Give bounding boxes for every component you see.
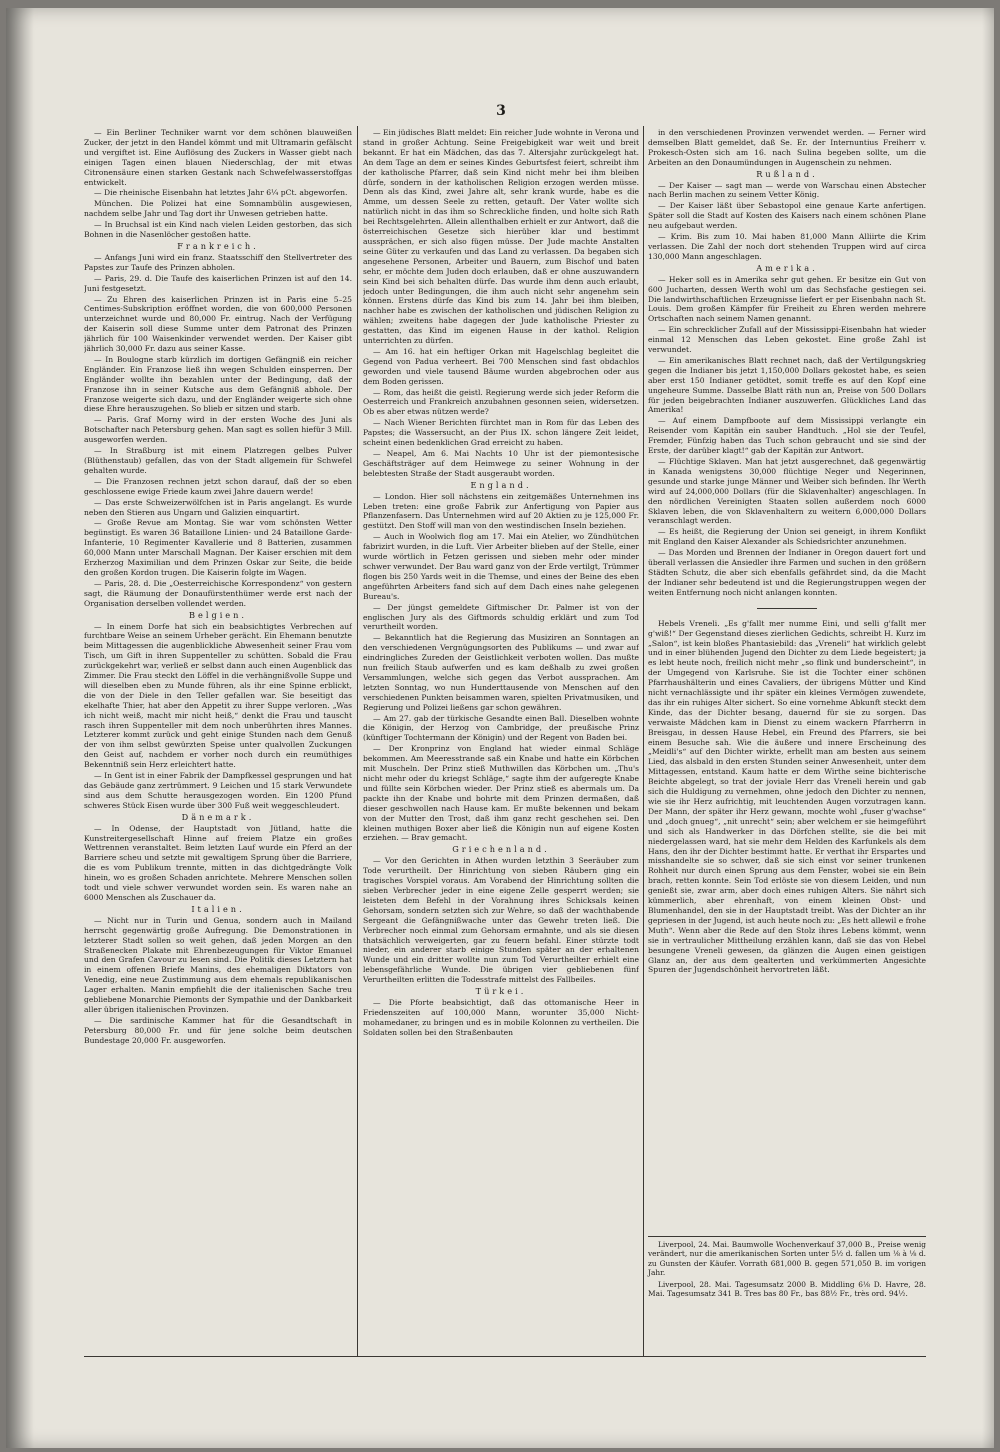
article-paragraph: — In Boulogne starb kürzlich im dortigen Gefängniß ein reicher Engländer. Ein Franzose ließ ihn wegen Schulden einsperren. Der Engländer wollte ihn bezahlen unter der Bedingung, daß der Franzose ihn in seiner Kutsche aus dem Gefängniß abhole. Der Franzose weigerte sich dazu, und der Engländer weigerte sich ohne diese Ehre herauszugehen. So blieb er sitzen und starb. — [84, 354, 352, 414]
section-heading: Rußland. — [756, 168, 818, 179]
article-paragraph: — Das Morden und Brennen der Indianer in Oregon dauert fort und überall verlassen die Ansiedler ihre Farmen und suchen in den größern Städten Schutz, die aber sich ebenfalls gefährdet sind, da die Macht der Indianer sehr bedeutend ist und die Regierungstruppen wegen der weiten Entfernung noch nicht anlangen konnten. — [648, 548, 926, 597]
article-paragraph: Hebels Vreneli. „Es g'fallt mer numme Eini, und selli g'fallt mer g'wiß!“ Der Gegenstand dieses zierlichen Gedichts, schreibt H. Kurz im „Salon“, ist kein bloßes Phantasiebild: das „Vreneli“ hat wirklich gelebt und in einer blühenden Jugend den Dichter zu dem Liede begeistert; ja es lebt heute noch, freilich nicht mehr „so flink und bunderscheint“, in der Umgegend von Karlsruhe. Sie ist die Tochter einer schönen Pfarrhaushälterin und eines Cavaliers, der übrigens Mütter und Kind nicht vernachlässigte und ihr später ein kleines Vermögen zuwendete, das ihr ein ruhiges Alter sichert. So eine vornehme Abkunft steckt dem Kinde, das der Dichter besang, dauernd für sie zu sorgen. Das verwaiste Mädchen kam in Dienst zu einem wackern Pfarrherrn in Breisgau, in dessen Hause Hebel, ein Freund des Pfarrers, sie bei einem Besuche sah. Wie die äußere und innere Erscheinung des „Meidli's“ auf den Dichter wirkte, erhellt man am besten aus seinem Lied, das alsbald in den ersten Stunden seiner Anwesenheit, unter dem Mittagessen, entstand. Kaum hatte er dem Wirthe seine bichterische Beichte abgelegt, so trat der joviale Herr das Vreneli herein und gab sich die Huldigung zu vernehmen, ohne jedoch den Dichter zu nennen, wie sie ihr Herz aufrichtig, mit leuchtenden Augen vorzutragen kann. Der Mann, der später ihr Herz gewann, mochte wohl „fuser g'wachse“ und „doch gnueg“, „nit unrecht“ sein; aber welchem er sie heimgeführt und sich als Handwerker in das Dörfchen stellte, sie die bei mit niedergelassen ward, hat sie mehr dem Helden des Karfunkels als dem Hans, den ihr der Dichter bestimmt hatte. Er verthat ihr Erspartes und misshandelte sie so schwer, daß sie sich einst vor seiner trunkenen Rohheit nur durch einen Sprung aus dem Fenster, wobei sie ein Bein brach, retten konnte. Sein Tod erlöste sie von diesem Leiden, und nun genießt sie, zwar arm, aber doch eines ruhigen Alters. Sie nährt sich kümmerlich, aber ehrenhaft, von einem kleinen Obst- und Blumenhandel, den sie in der Hauptstadt treibt. Was der Dichter an ihr gepriesen in der Jugend, ist auch heute noch zu: „Es hett allewil e frohe Muth“. Wenn aber die Rede auf den Stolz ihres Lebens kömmt, wenn sie in vertraulicher Mittheilung erzählen kann, daß sie das von Hebel besungene Vreneli gewesen, da glänzen die Augen einen geistigen Glanz an, der aus dem gealterten und verkümmerten Angesichte Spuren der Jugendschönheit hervortreten läßt. — [648, 618, 926, 975]
article-paragraph: — Bekanntlich hat die Regierung das Musiziren an Sonntagen an den verschiedenen Vergnügungsorten des Publikums — und zwar auf eindringliches Zureden der Geistlichkeit verboten wollen. Das mußte nun freilich Staub aufwerfen und es kam deßhalb zu zwei großen Versammlungen, welche sich gegen das Verbot aussprachen. Am letzten Sonntag, wo nun Hunderttausende von Menschen auf den verschiedenen Punkten beisammen waren, spielten Privatmusiken, und Regierung und Polizei ließens gar schon gewähren. — [363, 633, 639, 712]
article-paragraph: — In Odense, der Hauptstadt von Jütland, hatte die Kunstreitergesellschaft Hinne auf freiem Platze ein großes Wettrennen veranstaltet. Beim letzten Lauf wurde ein Pferd an der Barriere scheu und setzte mit gewaltigem Sprung über die Barriere, die es vom Publikum trennte, mitten in das dichtgedrängte Volk hinein, wo es großen Schaden anrichtete. Mehrere Menschen sollen todt und viele schwer verwundet worden sein. Es waren nahe an 6000 Menschen als Zuschauer da. — [84, 823, 352, 902]
bottom-rule — [84, 1356, 926, 1357]
article-paragraph: — Das erste Schweizerwölfchen ist in Paris angelangt. Es wurde neben den Stieren aus Ungarn und Galizien einquartirt. — [84, 497, 352, 517]
section-heading: Italien. — [191, 903, 245, 914]
article-paragraph: — In Straßburg ist mit einem Platzregen gelbes Pulver (Blüthenstaub) gefallen, das von der Stadt allgemein für Schwefel gehalten wurde. — [84, 446, 352, 475]
article-paragraph: — Neapel, Am 6. Mai Nachts 10 Uhr ist der piemontesische Geschäftsträger auf dem Heimwege zu seiner Wohnung in der belebtesten Straße der Stadt ausgeraubt worden. — [363, 449, 639, 478]
article-paragraph: — Die sardinische Kammer hat für die Gesandtschaft in Petersburg 80,000 Fr. und für jene solche beim deutschen Bundestage 20,000 Fr. ausgeworfen. — [84, 1015, 352, 1045]
article-paragraph: — Der jüngst gemeldete Giftmischer Dr. Palmer ist von der englischen Jury als des Giftmords schuldig erklärt und zum Tod verurtheilt worden. — [363, 602, 639, 632]
page-gutter-shadow — [6, 8, 34, 1448]
column-2 — [363, 128, 639, 1348]
article-paragraph: — Auf einem Dampfboote auf dem Mississippi verlangte ein Reisender vom Kapitän ein sauber Handtuch. „Hol sie der Teufel, Fremder, Fünfzig haben das Tuch schon gebraucht und sie sind der Erste, der darüber klagt!“ gab der Kapitän zur Antwort. — [648, 416, 926, 456]
article-paragraph: — In Gent ist in einer Fabrik der Dampfkessel gesprungen und hat das Gebäude ganz zertrümmert. 9 Leichen und 15 stark Verwundete sind aus dem Schutte herausgezogen worden. Ein 1200 Pfund schweres Stück Eisen wurde über 300 Fuß weit weggeschleudert. — [84, 771, 352, 810]
article-paragraph: — Der Kronprinz von England hat wieder einmal Schläge bekommen. Am Meeresstrande saß ein Knabe und hatte ein Körbchen mit Muscheln. Der Prinz stieß Muthwillen das Körbchen um. „Thu's nicht mehr oder du kriegst Schläge,“ sagte ihm der aufgeregte Knabe und füllte sein Körbchen wieder. Der Prinz stieß es abermals um. Da packte ihn der Knabe und bohrte mit dem Prinzen dermaßen, daß dieser geschwollen nach Hause kam. Er mußte bekennen und bekam von der Mutter den Trost, daß ihm ganz recht geschehen sei. Den kleinen muthigen Boxer aber ließ die Königin nun auf eigene Kosten erziehen. — Brav gemacht. — [363, 744, 639, 843]
column-rule-1 — [357, 126, 358, 1356]
article-paragraph: — London. Hier soll nächstens ein zeitgemäßes Unternehmen ins Leben treten: eine große Fabrik zur Anfertigung von Papier aus Pflanzenfasern. Das Unternehmen wird auf 20 Aktien zu je 125,000 Fr. gestützt. Den Stoff will man von den westindischen Inseln beziehen. — [363, 491, 639, 531]
article-paragraph: — Die Pforte beabsichtigt, daß das ottomanische Heer in Friedenszeiten auf 100,000 Mann, worunter 35,000 Nicht-mohamedaner, zu bringen und es in mobile Kolonnen zu vertheilen. Die Soldaten sollen bei den Straßenbauten — [363, 997, 639, 1037]
article-paragraph: — Anfangs Juni wird ein franz. Staatsschiff den Stellvertreter des Papstes zur Taufe des Prinzen abholen. — [84, 252, 352, 272]
column-3 — [648, 128, 926, 1348]
article-paragraph: — Ein amerikanisches Blatt rechnet nach, daß der Vertilgungskrieg gegen die Indianer bis jetzt 1,150,000 Dollars gekostet habe, es seien aber erst 150 Indianer getödtet, somit treffe es auf den Kopf eine ungeheure Summe. Dasselbe Blatt räth nun an, Preise von 500 Dollars für jeden beigebrachten Indianer auszuwerfen. Glückliches Land das Amerika! — [648, 355, 926, 415]
article-paragraph: — Auch in Woolwich flog am 17. Mai ein Atelier, wo Zündhütchen fabrizirt wurden, in die Luft. Vier Arbeiter blieben auf der Stelle, einer wurde wörtlich in Fetzen gerissen und sieben mehr oder minder schwer verwundet. Der Bau ward ganz von der Erde vertilgt, Trümmer flogen bis 250 Yards weit in die Themse, und eines der Beine des eben angeführten Arbeiters fand sich auf dem Dach eines nahe gelegenen Bureau's. — [363, 532, 639, 601]
page-number: 3 — [496, 103, 506, 119]
section-heading: Türkei. — [475, 986, 527, 997]
article-paragraph: — Paris. Graf Morny wird in der ersten Woche des Juni als Botschafter nach Petersburg gehen. Man sagt es sollen hiefür 3 Mill. ausgeworfen werden. — [84, 415, 352, 445]
article-paragraph: — Große Revue am Montag. Sie war vom schönsten Wetter begünstigt. Es waren 36 Bataillone Linien- und 24 Bataillone Garde-Infanterie, 10 Regimenter Kavallerie und 8 Batterien, zusammen 60,000 Mann unter Marschall Magnan. Der Kaiser erschien mit dem Erzherzog Maximilian und dem Prinzen Oskar zur Seite, die beide den großen Kordon trugen. Die Kaiserin folgte im Wagen. — [84, 518, 352, 577]
article-paragraph: — Flüchtige Sklaven. Man hat jetzt ausgerechnet, daß gegenwärtig in Kanada wenigstens 30,000 flüchtige Neger und Negerinnen, gesunde und starke junge Männer und Weiber sich befinden. Ihr Werth wird auf 24,000,000 Dollars (für die Sklavenhalter) angeschlagen. In den nördlichen Vereinigten Staaten sollen außerdem noch 6000 Sklaven leben, die von Sklavenhaltern zu weitern 6,000,000 Dollars veranschlagt werden. — [648, 457, 926, 526]
article-paragraph: — Ein Berliner Techniker warnt vor dem schönen blauweißen Zucker, der jetzt in den Handel kömmt und mit Ultramarin gefälscht und vergiftet ist. Eine Auflösung des Zuckers in Wasser giebt nach einigen Tagen einen blauen Niederschlag, der mit etwas Citronensäure einen starken Gestank nach Schwefelwasserstoffgas entwickelt. — [84, 128, 352, 187]
section-separator — [757, 608, 817, 609]
section-heading: Griechenland. — [452, 844, 550, 855]
article-paragraph: in den verschiedenen Provinzen verwendet werden. — Ferner wird demselben Blatt gemeldet, daß Se. Er. der Internuntius Freiherr v. Prokesch-Osten sich am 16. nach Sulina begeben sollte, um die Arbeiten an den Donaumündungen in Augenschein zu nehmen. — [648, 128, 926, 167]
article-paragraph: — Am 27. gab der türkische Gesandte einen Ball. Dieselben wohnte die Königin, der Herzog von Cambridge, der preußische Prinz (künftiger Tochtermann der Königin) und der Regent von Baden bei. — [363, 713, 639, 743]
section-heading: Belgien. — [188, 609, 248, 620]
article-paragraph: — Rom, das heißt die geistl. Regierung werde sich jeder Reform die Oesterreich und Frankreich anzubahnen gesonnen seien, widersetzen. Ob es aber etwas nützen werde? — [363, 387, 639, 417]
article-paragraph: — Der Kaiser läßt über Sebastopol eine genaue Karte anfertigen. Später soll die Stadt auf Kosten des Kaisers nach einem schönen Plane neu aufgebaut werden. — [648, 201, 926, 231]
market-report — [648, 1236, 926, 1300]
column-rule-2 — [643, 126, 644, 1356]
article-paragraph: — Nach Wiener Berichten fürchtet man in Rom für das Leben des Papstes; die Wassersucht, an der Pius IX. schon längere Zeit leidet, scheint einen bedenklichen Grad erreicht zu haben. — [363, 418, 639, 448]
article-paragraph: München. Die Polizei hat eine Somnambülin ausgewiesen, nachdem selbe Jahr und Tag dort ihr Unwesen getrieben hatte. — [84, 199, 352, 219]
article-paragraph: — Ein jüdisches Blatt meldet: Ein reicher Jude wohnte in Verona und stand in großer Achtung. Seine Freigebigkeit war weit und breit bekannt. Er hat ein Mädchen, das das 7. Altersjahr zurückgelegt hat. An dem Tage an dem er seines Kindes Geburtsfest feiert, schreibt ihm der katholische Pfarrer, daß sein Kind nicht mehr bei ihm bleiben dürfe, sondern in der katholischen Religion erzogen werden müsse. Denn als das Kind, zwei Jahre alt, sehr krank wurde, habe es die Amme, um dessen Seele zu retten, getauft. Der Vater wollte sich natürlich nicht in das ihm so Schreckliche finden, und holte sich Rath bei Rechtsgelehrten. Allein allenthalben erhielt er zur Antwort, daß die österreichischen Gesetze sich hierüber klar und bestimmt aussprächen, er sich also fügen müsse. Der Jude machte Anstalten seine Güter zu verkaufen und das Land zu verlassen. Da begaben sich angesehene Personen, Arbeiter und Bauern, zum Bischof und baten sehr, er möchte dem Juden doch erlauben, daß er ohne auszuwandern sein Kind bei sich behalten dürfe. Das wurde ihm denn auch erlaubt, jedoch unter Bedingungen, die ihm auch nicht sehr angenehm sein können. Erstens dürfe das Kind bis zum 14. Jahr bei ihm bleiben, nachher habe es zwischen der katholischen und jüdischen Religion zu wählen; zweitens habe dagegen der Jude katholische Priester zu gestatten, das Kind im eigenen Hause in der kathol. Religion unterrichten zu dürfen. — [363, 128, 639, 346]
article-paragraph: — Der Kaiser — sagt man — werde von Warschau einen Abstecher nach Berlin machen zu seinem Vetter König. — [648, 180, 926, 200]
newspaper-page — [6, 8, 994, 1448]
article-paragraph: — Heker soll es in Amerika sehr gut gehen. Er besitze ein Gut von 600 Jucharten, dessen Werth wohl um das Sechsfache gestiegen sei. Die landwirthschaftlichen Erzeugnisse liefert er per Eisenbahn nach St. Louis. Dem großen Kämpfer für Freiheit zu Ehren werden mehrere Ortschaften nach seinem Namen genannt. — [648, 274, 926, 324]
market-report-liverpool-24: Liverpool, 24. Mai. Baumwolle Wochenverkauf 37,000 B., Preise wenig verändert, nur die amerikanischen Sorten unter 5½ d. fallen um ⅛ à ⅛ d. zu Gunsten der Käufer. Vorrath 681,000 B. gegen 571,050 B. im vorigen Jahr. — [648, 1240, 926, 1278]
article-paragraph: — In einem Dorfe hat sich ein beabsichtigtes Verbrechen auf furchtbare Weise an seinem Urheber gerächt. Ein Ehemann benutzte beim Mittagessen die augenblickliche Abwesenheit seiner Frau vom Tisch, um Gift in ihren Suppenteller zu schütten. Sobald die Frau zurückgekehrt war, verließ er selbst dann auch einen Augenblick das Zimmer. Die Frau steckt den Löffel in die verhängnißvolle Suppe und will dieselben eben zu Munde führen, als ihr eine Spinne erblickt, die von der Diele in den Teller gefallen war. Sie beseitigt das ekelhafte Thier, hat aber den Appetit zu ihrer Suppe verloren. „Was ich nicht weiß, macht mir nicht heiß,“ denkt die Frau und tauscht rasch ihren Suppenteller mit dem noch unberührten ihres Mannes. Letzterer kommt zurück und geht einige Stunden nach dem Genuß der von ihm selbst gewürzten Speise unter qualvollen Zuckungen den Geist auf, nachdem er vorher noch durch ein reumüthiges Bekenntniß sein Herz erleichtert hatte. — [84, 621, 352, 770]
section-heading: Amerika. — [756, 262, 818, 273]
article-paragraph: — In Bruchsal ist ein Kind nach vielen Leiden gestorben, das sich Bohnen in die Nasenlöcher gestoßen hatte. — [84, 220, 352, 240]
article-paragraph: — Paris, 29. d. Die Taufe des kaiserlichen Prinzen ist auf den 14. Juni festgesetzt. — [84, 273, 352, 293]
page-edge-shadow — [982, 8, 994, 1448]
market-report-liverpool-havre-28: Liverpool, 28. Mai. Tagesumsatz 2000 B. Middling 6⅛ D. Havre, 28. Mai. Tagesumsatz 341 B. Tres bas 80 Fr., bas 88½ Fr., très ord. 94½. — [648, 1279, 926, 1299]
section-heading: England. — [470, 479, 532, 490]
column-1 — [84, 128, 352, 1348]
article-paragraph: — Ein schrecklicher Zufall auf der Mississippi-Eisenbahn hat wieder einmal 12 Menschen das Leben gekostet. Eine große Zahl ist verwundet. — [648, 325, 926, 355]
article-paragraph: — Es heißt, die Regierung der Union sei geneigt, in ihrem Konflikt mit England den Kaiser Alexander als Schiedsrichter anzunehmen. — [648, 527, 926, 547]
article-paragraph: — Die rheinische Eisenbahn hat letztes Jahr 6¼ pCt. abgeworfen. — [94, 188, 348, 198]
article-paragraph: — Nicht nur in Turin und Genua, sondern auch in Mailand herrscht gegenwärtig große Aufregung. Die Demonstrationen in letzterer Stadt sollen so weit gehen, daß jeden Morgen an den Straßenecken Plakate mit Ehrenbezeugungen für Viktor Emanuel und den Grafen Cavour zu lesen sind. Die Politik dieses Letztern hat in einem offenen Briefe Manins, des ehemaligen Diktators von Venedig, eine neue Zustimmung aus dem ehemals republikanischen Lager erhalten. Manin empfiehlt die der italienischen Sache treu gebliebene Monarchie Piemonts der Sympathie und der Dankbarkeit aller übrigen italienischen Provinzen. — [84, 915, 352, 1014]
section-heading: Frankreich. — [177, 240, 259, 251]
section-heading: Dänemark. — [181, 811, 255, 822]
article-paragraph: — Zu Ehren des kaiserlichen Prinzen ist in Paris eine 5–25 Centimes-Subskription eröffnet worden, die von 600,000 Personen unterzeichnet wurde und 80,000 Fr. eintrug. Nach der Verfügung der Kaiserin soll diese Summe unter dem Patronat des Prinzen jährlich für 100 Waisenkinder verwendet werden. Der Kaiser gibt jährlich 30,000 Fr. dazu aus seiner Kasse. — [84, 294, 352, 354]
article-paragraph: — Die Franzosen rechnen jetzt schon darauf, daß der so eben geschlossene ewige Friede kaum zwei Jahre dauern werde! — [84, 476, 352, 496]
article-paragraph: — Paris, 28. d. Die „Oesterreichische Korrespondenz“ von gestern sagt, die Räumung der Donaufürstenthümer werde erst nach der Organisation derselben vollendet werden. — [84, 578, 352, 608]
article-paragraph: — Am 16. hat ein heftiger Orkan mit Hagelschlag begleitet die Gegend von Padua verheert. Bei 700 Menschen sind fast obdachlos geworden und viele tausend Bäume wurden abgebrochen oder aus dem Boden gerissen. — [363, 346, 639, 386]
article-paragraph: — Krim. Bis zum 10. Mai haben 81,000 Mann Alliirte die Krim verlassen. Die Zahl der noch dort stehenden Truppen wird auf circa 130,000 Mann angeschlagen. — [648, 232, 926, 261]
article-paragraph: — Vor den Gerichten in Athen wurden letzthin 3 Seeräuber zum Tode verurtheilt. Der Hinrichtung von sieben Räubern ging ein tragisches Vorspiel voraus. Am Vorabend der Hinrichtung sollten die sieben Verbrecher jeder in eine eigene Zelle gesperrt werden; sie leisteten dem Befehl in der Vorahnung ihres Schicksals keinen Gehorsam, sondern setzten sich zur Wehre, so daß der wachthabende Sergeant die Gefängnißwache unter das Gewehr treten ließ. Die Verbrecher noch einmal zum Gehorsam ermahnte, und als sie diesen thatsächlich verweigerten, gar zu feuern befahl. Einer stürzte todt nieder, ein anderer starb einige Stunden später an der erhaltenen Wunde und ein dritter wollte nun zum Tod Verurtheilter erhielt eine lebensgefährliche Wunde. Die übrigen vier gebliebenen fünf Verurtheilten erlitten die Todesstrafe mittelst des Fallbeiles. — [363, 856, 639, 985]
